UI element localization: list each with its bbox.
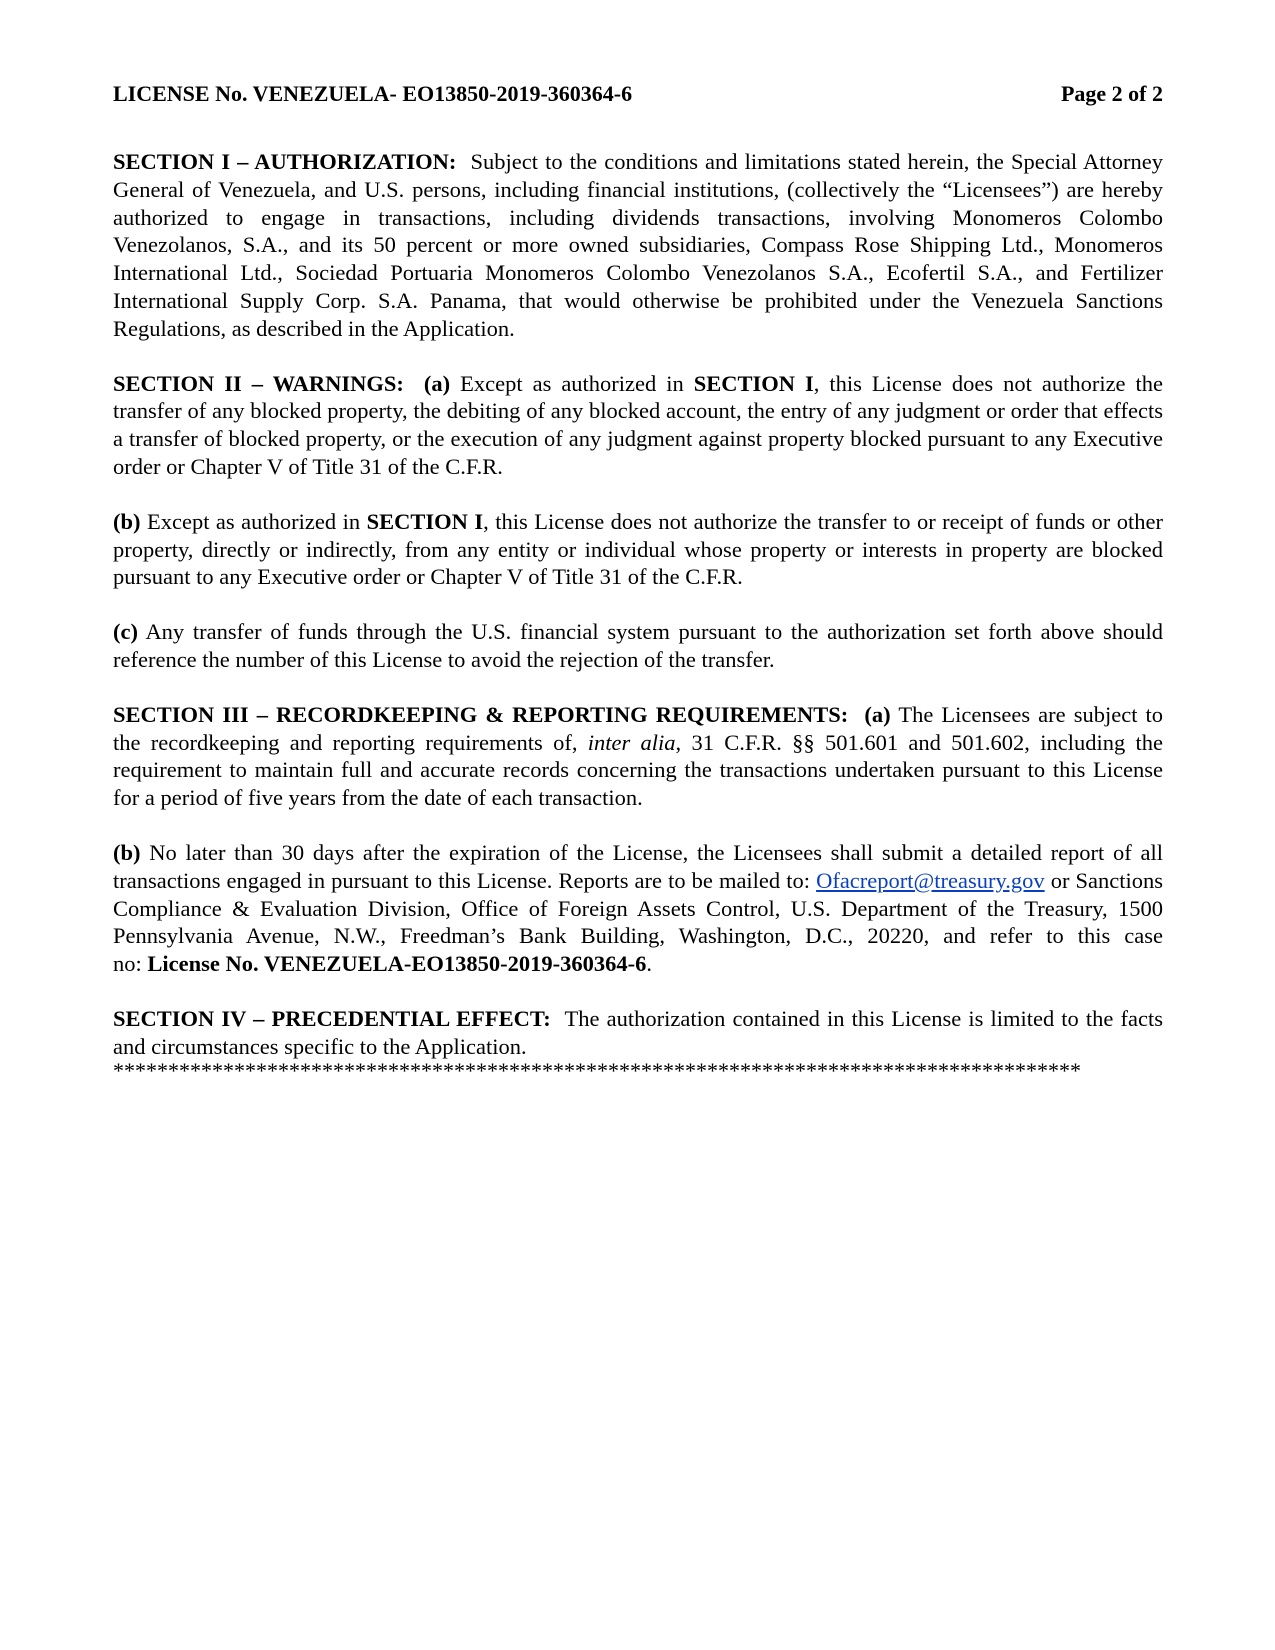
section-2-heading: SECTION II – WARNINGS: xyxy=(113,370,404,396)
section-3-b-text-2: or Sanctions Compliance & Evaluation Division, Office of Foreign Assets Control, U.S. Department of the Treasury, 1500 Pennsylvania Avenue, N.W., Freedman’s Bank Building, Washington, D.C., 20220, and refer to this case no: xyxy=(113,867,1164,977)
section-2-a-text-2: , this License does not authorize the transfer of any blocked property, the debiting of any blocked account, the entry of any judgment or order that effects a transfer of blocked property, or the execution of any judgment against property blocked pursuant to any Executive order or Chapter V of Title 31 of the C.F.R. xyxy=(113,370,1164,479)
section-3-a-label: (a) xyxy=(864,701,891,727)
section-1-body: Subject to the conditions and limitations stated herein, the Special Attorney General of Venezuela, and U.S. persons, including financial institutions, (collectively the “Licensees”) are hereby authorized to engage in transactions, including dividends transactions, involving Monomeros Colombo Venezolanos, S.A., and its 50 percent or more owned subsidiaries, Compass Rose Shipping Ltd., Monomeros International Ltd., Sociedad Portuaria Monomeros Colombo Venezolanos S.A., Ecofertil S.A., and Fertilizer International Supply Corp. S.A. Panama, that would otherwise be prohibited under the Venezuela Sanctions Regulations, as described in the Application. xyxy=(113,149,1163,341)
section-3-a-text-1: The Licensees are subject to the recordkeeping and reporting requirements of, xyxy=(113,701,1164,755)
section-3-heading: SECTION III – RECORDKEEPING & REPORTING REQUIREMENTS: xyxy=(113,701,849,727)
section-2-warnings-b xyxy=(113,508,1163,591)
section-2-b-ref: SECTION I xyxy=(366,508,484,534)
section-3-b-end: . xyxy=(646,951,652,977)
section-3-b-text-1: No later than 30 days after the expiration of the License, the Licensees shall submit a detailed report of all transactions engaged in pursuant to this License. Reports are to be mailed to: xyxy=(113,839,1163,893)
section-3-b-case-number: License No. VENEZUELA-EO13850-2019-360364-6 xyxy=(147,951,647,977)
section-2-c-text: Any transfer of funds through the U.S. financial system pursuant to the authorization set forth above should reference the number of this License to avoid the rejection of the transfer. xyxy=(113,619,1163,672)
section-3-a-text-2: , 31 C.F.R. §§ 501.601 and 501.602, including the requirement to maintain full and accurate records concerning the transactions undertaken pursuant to this License for a period of five years from the date of each transaction. xyxy=(113,729,1163,811)
section-4-precedential-effect xyxy=(113,1005,1163,1061)
license-title: LICENSE No. VENEZUELA- EO13850-2019-360364-6 xyxy=(113,81,633,106)
section-2-a-label: (a) xyxy=(423,370,451,396)
section-2-a-text-1: Except as authorized in xyxy=(460,370,684,396)
section-1-heading: SECTION I – AUTHORIZATION: xyxy=(113,149,457,174)
section-3-a-italic: inter alia xyxy=(587,729,676,755)
section-4-body: The authorization contained in this License is limited to the facts and circumstances specific to the Application. xyxy=(113,1005,1163,1059)
section-2-a-ref: SECTION I xyxy=(693,370,814,396)
section-2-b-text-2: , this License does not authorize the transfer to or receipt of funds or other property, directly or indirectly, from any entity or individual whose property or interests in property are blocked pursuant to any Executive order or Chapter V of Title 31 of the C.F.R. xyxy=(113,508,1164,590)
section-4-heading: SECTION IV – PRECEDENTIAL EFFECT: xyxy=(113,1005,551,1031)
ofac-report-email-link[interactable]: Ofacreport@treasury.gov xyxy=(816,867,1045,893)
section-2-warnings-a xyxy=(113,370,1163,481)
section-3-b-label: (b) xyxy=(113,839,141,865)
section-3-recordkeeping-a xyxy=(113,701,1163,812)
asterisk-separator: **************************************************************************************** xyxy=(113,1058,1081,1083)
section-3-reporting-b xyxy=(113,839,1163,978)
section-2-warnings-c xyxy=(113,618,1163,674)
section-2-b-label: (b) xyxy=(113,508,141,534)
section-2-b-text-1: Except as authorized in xyxy=(146,508,361,534)
page-indicator: Page 2 of 2 xyxy=(1060,81,1163,106)
section-2-c-label: (c) xyxy=(113,619,138,645)
section-1-authorization xyxy=(113,148,1163,343)
page-header xyxy=(113,80,1163,108)
